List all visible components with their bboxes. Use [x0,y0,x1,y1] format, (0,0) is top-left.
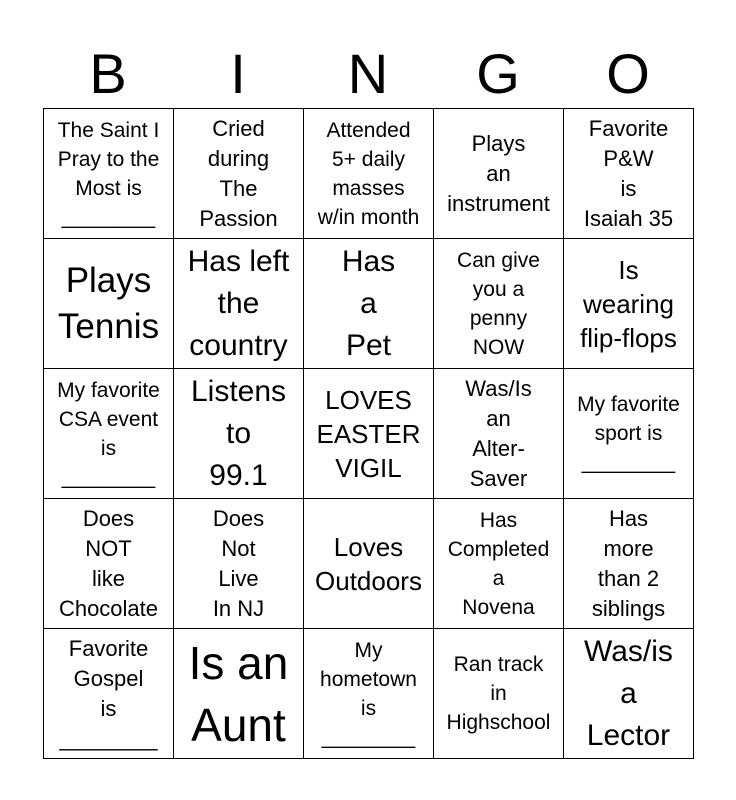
bingo-cell[interactable] [173,498,304,629]
cell-text: LOVES EASTER VIGIL [316,384,421,483]
cell-text: Listens to 99.1 [190,374,287,492]
cell-text: Ran track in Highschool [446,653,551,734]
cell-text: Can give you a penny NOW [457,248,540,359]
bingo-cell[interactable] [563,238,694,369]
bingo-cell[interactable] [173,108,304,239]
cell-text: Has more than 2 siblings [591,505,666,621]
header-letter-b: B [89,42,127,105]
bingo-cell[interactable] [43,238,174,369]
header-letter-i: I [230,42,246,105]
bingo-cell[interactable] [303,628,434,759]
cell-text: Loves Outdoors [315,531,422,596]
header-letter-g: G [476,42,520,105]
cell-text: Plays an instrument [447,130,550,216]
cell-text: Does Not Live In NJ [212,505,265,621]
bingo-cell[interactable] [173,628,304,759]
cell-text: Cried during The Passion [199,115,278,231]
bingo-cell[interactable] [433,498,564,629]
bingo-cell[interactable] [563,108,694,239]
bingo-cell[interactable] [173,368,304,499]
cell-text: Is wearing flip-flops [580,254,677,353]
cell-text: Has a Pet [341,244,396,362]
bingo-header [43,40,693,108]
cell-text: Has Completed a Novena [447,508,550,619]
bingo-cell[interactable] [563,628,694,759]
bingo-cell[interactable] [433,108,564,239]
bingo-cell[interactable] [43,108,174,239]
cell-text: Attended 5+ daily masses w/in month [317,118,420,229]
bingo-cell[interactable] [433,628,564,759]
cell-text: Was/is a Lector [584,634,673,752]
bingo-cell[interactable] [303,108,434,239]
cell-text: Has left the country [187,244,290,362]
bingo-cell[interactable] [433,368,564,499]
header-letter-n: N [347,42,389,105]
bingo-cell[interactable] [563,498,694,629]
bingo-cell[interactable] [173,238,304,369]
bingo-cell[interactable] [303,368,434,499]
bingo-cell[interactable] [433,238,564,369]
bingo-cell[interactable] [43,368,174,499]
cell-text: Was/Is an Alter- Saver [465,375,532,491]
cell-text: My favorite CSA event is ________ [57,378,160,489]
cell-text: Favorite Gospel is ________ [59,635,158,751]
bingo-board [43,108,693,758]
cell-text: The Saint I Pray to the Most is ________ [57,118,160,229]
bingo-cell[interactable] [563,368,694,499]
cell-text: My hometown is ________ [320,638,417,749]
cell-text: My favorite sport is ________ [577,393,680,474]
cell-text: Is an Aunt [188,636,289,751]
bingo-cell[interactable] [43,628,174,759]
bingo-cell[interactable] [303,238,434,369]
cell-text: Does NOT like Chocolate [58,505,159,621]
bingo-cell[interactable] [303,498,434,629]
cell-text: Favorite P&W is Isaiah 35 [583,115,674,231]
cell-text: Plays Tennis [57,260,160,346]
header-letter-o: O [606,42,650,105]
bingo-cell[interactable] [43,498,174,629]
